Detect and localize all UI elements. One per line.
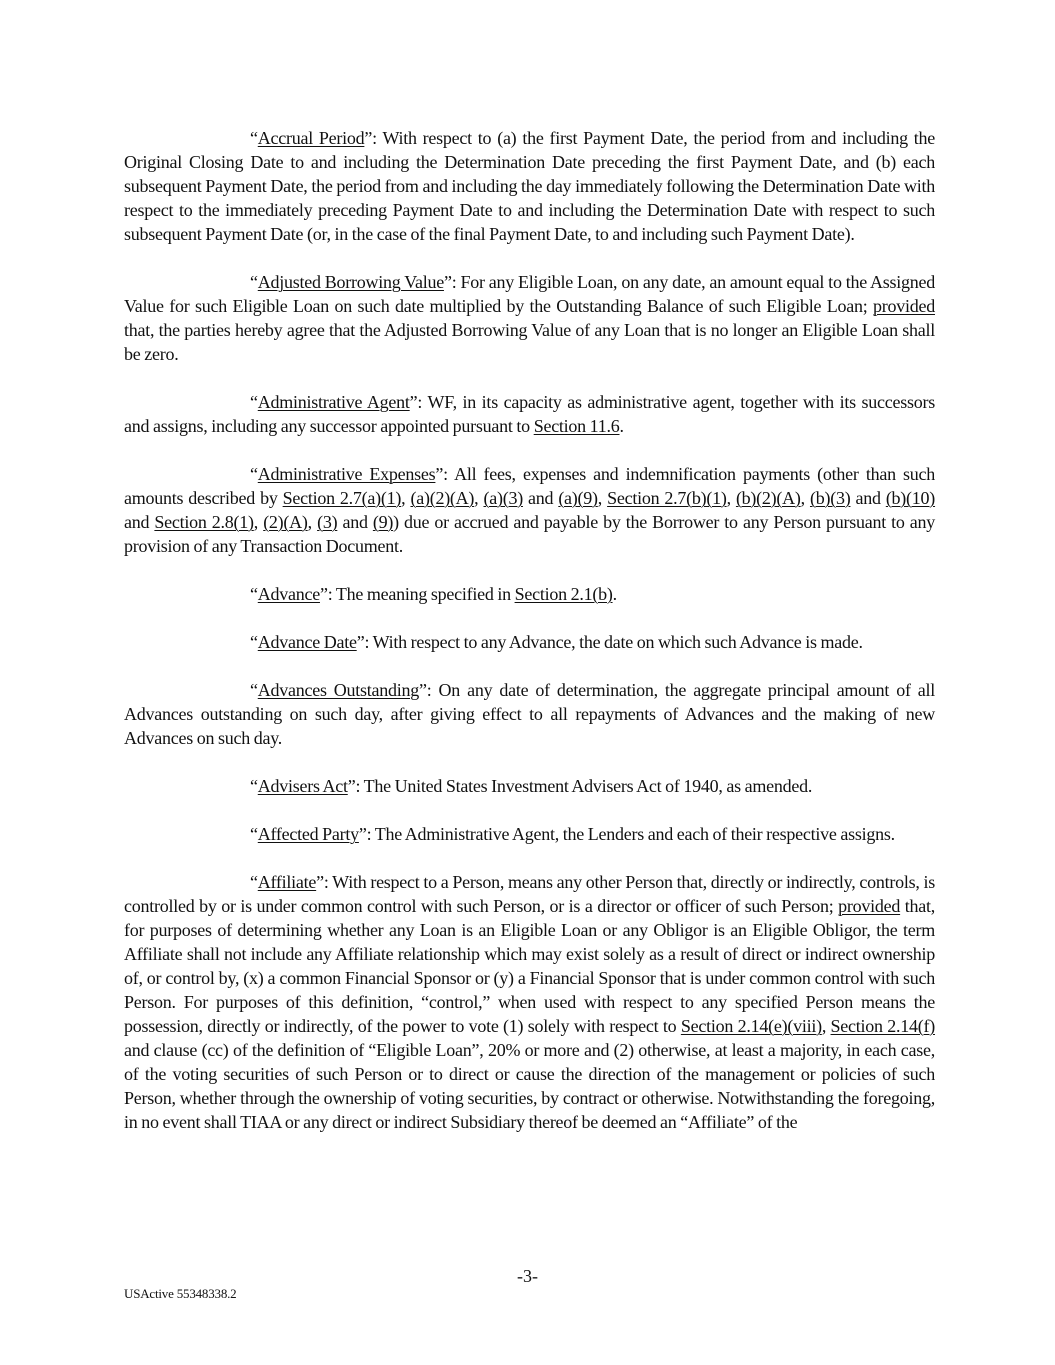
underlined-reference: Section 2.7(b)(1) bbox=[607, 488, 727, 508]
underlined-reference: (2)(A) bbox=[263, 512, 308, 532]
paragraph-text: ) due or accrued and payable by the Borrower to any Person pursuant to any provision of any Transaction Document. bbox=[124, 512, 936, 556]
paragraph-text: ”: WF, in its capacity as administrative agent, together with its successors and assigns, including any successor appointed pursuant to bbox=[124, 392, 935, 436]
document-body bbox=[124, 126, 935, 1158]
paragraph-text: “ bbox=[250, 824, 258, 844]
underlined-reference: (a)(3) bbox=[483, 488, 523, 508]
paragraph-text: that, for purposes of determining whether any Loan is an Eligible Loan or any Obligor is an Eligible Obligor, the term Affiliate shall not include any Affiliate relationship which may exist solely as a result of direct or indirect ownership of, or control by, (x) a common Financial Sponsor or (y) a Financial Sponsor that is under common control with such Person. For purposes of this definition, “control,” when used with respect to any specified Person means the possession, directly or indirectly, of the power to vote (1) solely with respect to bbox=[124, 896, 935, 1036]
paragraph-text: , bbox=[474, 488, 484, 508]
underlined-reference: provided bbox=[838, 896, 901, 916]
underlined-reference: Advance Date bbox=[257, 632, 357, 652]
underlined-reference: (3) bbox=[317, 512, 338, 532]
paragraph-text: ”: With respect to (a) the first Payment Date, the period from and including the Original Closing Date to and including the Determination Date preceding the first Payment Date, and (b) each subsequent Payment Date, the period from and including the day immediately following the Determination Date with respect to the immediately preceding Payment Date to and including the Determination Date with respect to such subsequent Payment Date (or, in the case of the final Payment Date, to and including such Payment Date). bbox=[124, 128, 935, 244]
underlined-reference: Section 2.1(b) bbox=[514, 584, 613, 604]
underlined-reference: Section 2.14(f) bbox=[830, 1016, 935, 1036]
paragraph-text: , bbox=[253, 512, 264, 532]
definition-paragraph bbox=[124, 870, 935, 1134]
definition-paragraph bbox=[124, 822, 935, 846]
definition-paragraph bbox=[124, 582, 935, 606]
definition-paragraph bbox=[124, 126, 935, 246]
paragraph-text: and clause (cc) of the definition of “Eligible Loan”, 20% or more and (2) otherwise, at least a majority, in each case, of the voting securities of such Person or to direct or cause the direction of the management or policies of such Person, whether through the ownership of voting securities, by contract or otherwise. Notwithstanding the foregoing, in no event shall TIAA or any direct or indirect Subsidiary thereof be deemed an “Affiliate” of the bbox=[124, 1040, 935, 1132]
document-id: USActive 55348338.2 bbox=[124, 1286, 237, 1301]
underlined-reference: provided bbox=[873, 296, 935, 316]
paragraph-text: “ bbox=[250, 272, 258, 292]
paragraph-text: ”: The Administrative Agent, the Lenders and each of their respective assigns. bbox=[358, 824, 895, 844]
underlined-reference: Section 2.8(1) bbox=[154, 512, 254, 532]
paragraph-text: ”: On any date of determination, the aggregate principal amount of all Advances outstanding on such day, after giving effect to all repayments of Advances and the making of new Advances on such day. bbox=[124, 680, 935, 748]
underlined-reference: (a)(2)(A) bbox=[410, 488, 475, 508]
paragraph-text: “ bbox=[250, 128, 258, 148]
underlined-reference: (b)(10) bbox=[885, 488, 936, 508]
underlined-reference: Section 11.6 bbox=[533, 416, 620, 436]
underlined-reference: (b)(3) bbox=[809, 488, 851, 508]
definition-paragraph bbox=[124, 774, 935, 798]
underlined-reference: Administrative Agent bbox=[257, 392, 410, 412]
underlined-reference: Affiliate bbox=[257, 872, 317, 892]
page-number: -3- bbox=[517, 1266, 538, 1286]
paragraph-text: “ bbox=[250, 632, 258, 652]
underlined-reference: Affected Party bbox=[257, 824, 359, 844]
paragraph-text: ”: The United States Investment Advisers Act of 1940, as amended. bbox=[347, 776, 813, 796]
paragraph-text: “ bbox=[250, 776, 258, 796]
paragraph-text: ”: With respect to any Advance, the date on which such Advance is made. bbox=[356, 632, 863, 652]
underlined-reference: Advance bbox=[257, 584, 320, 604]
paragraph-text: , bbox=[597, 488, 608, 508]
definition-paragraph bbox=[124, 630, 935, 654]
underlined-reference: Accrual Period bbox=[257, 128, 365, 148]
paragraph-text: , bbox=[401, 488, 411, 508]
paragraph-text: and bbox=[124, 512, 155, 532]
underlined-reference: (9) bbox=[372, 512, 394, 532]
underlined-reference: Adjusted Borrowing Value bbox=[257, 272, 444, 292]
underlined-reference: (b)(2)(A) bbox=[735, 488, 801, 508]
paragraph-text: . bbox=[619, 416, 624, 436]
paragraph-text: ”: With respect to a Person, means any other Person that, directly or indirectly, controls, is controlled by or is under common control with such Person, or is a director or officer of such Person; bbox=[124, 872, 935, 916]
underlined-reference: Administrative Expenses bbox=[257, 464, 436, 484]
paragraph-text: , bbox=[800, 488, 810, 508]
definition-paragraph bbox=[124, 270, 935, 366]
paragraph-text: “ bbox=[250, 872, 258, 892]
underlined-reference: Section 2.7(a)(1) bbox=[282, 488, 402, 508]
definition-paragraph bbox=[124, 390, 935, 438]
paragraph-text: “ bbox=[250, 464, 258, 484]
paragraph-text: and bbox=[337, 512, 373, 532]
definition-paragraph bbox=[124, 678, 935, 750]
paragraph-text: , bbox=[307, 512, 318, 532]
paragraph-text: , bbox=[726, 488, 736, 508]
definition-paragraph bbox=[124, 462, 935, 558]
paragraph-text: . bbox=[612, 584, 617, 604]
paragraph-text: ”: The meaning specified in bbox=[319, 584, 515, 604]
paragraph-text: ”: For any Eligible Loan, on any date, an amount equal to the Assigned Value for such Eligible Loan on such date multiplied by the Outstanding Balance of such Eligible Loan; bbox=[124, 272, 935, 316]
underlined-reference: Advisers Act bbox=[257, 776, 348, 796]
paragraph-text: ”: All fees, expenses and indemnification payments (other than such amounts described by bbox=[124, 464, 936, 508]
paragraph-text: “ bbox=[250, 584, 258, 604]
underlined-reference: (a)(9) bbox=[558, 488, 598, 508]
underlined-reference: Section 2.14(e)(viii) bbox=[680, 1016, 822, 1036]
paragraph-text: “ bbox=[250, 392, 258, 412]
paragraph-text: “ bbox=[250, 680, 258, 700]
paragraph-text: that, the parties hereby agree that the Adjusted Borrowing Value of any Loan that is no longer an Eligible Loan shall be zero. bbox=[124, 320, 935, 364]
paragraph-text: , bbox=[821, 1016, 831, 1036]
underlined-reference: Advances Outstanding bbox=[257, 680, 420, 700]
paragraph-text: and bbox=[850, 488, 886, 508]
paragraph-text: and bbox=[522, 488, 559, 508]
